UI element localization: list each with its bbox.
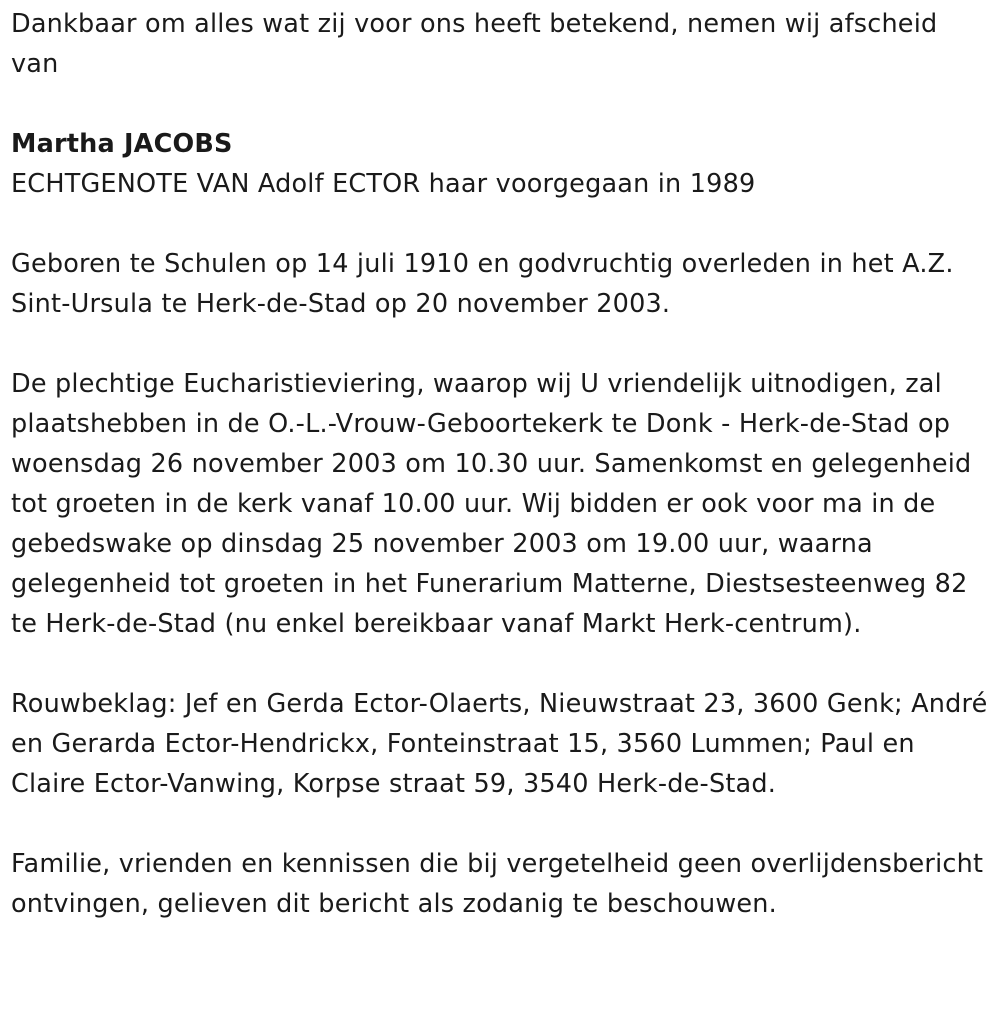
condolences-paragraph: Rouwbeklag: Jef en Gerda Ector-Olaerts, Nieuwstraat 23, 3600 Genk; André en Gerarda Ector-Hendrickx, Fonteinstraat 15, 3560 Lummen; Paul en Claire Ector-Vanwing, Korpse straat 59, 3540 Herk-de-Stad. (11, 689, 988, 799)
closing-paragraph: Familie, vrienden en kennissen die bij vergetelheid geen overlijdensbericht ontvingen, gelieven dit bericht als zodanig te beschouwen. (11, 849, 984, 919)
ceremony-paragraph: De plechtige Eucharistieviering, waarop wij U vriendelijk uitnodigen, zal plaatshebben in de O.-L.-Vrouw-Geboortekerk te Donk - Herk-de-Stad op woensdag 26 november 2003 om 10.30 uur. Samenkomst en gelegenheid tot groeten in de kerk vanaf 10.00 uur. Wij bidden er ook voor ma in de gebedswake op dinsdag 25 november 2003 om 19.00 uur, waarna gelegenheid tot groeten in het Funerarium Matterne, Diestsesteenweg 82 te Herk-de-Stad (nu enkel bereikbaar vanaf Markt Herk-centrum). (11, 369, 972, 639)
spouse-line: ECHTGENOTE VAN Adolf ECTOR haar voorgegaan in 1989 (11, 169, 756, 199)
birth-death-paragraph: Geboren te Schulen op 14 juli 1910 en godvruchtig overleden in het A.Z. Sint-Ursula te Herk-de-Stad op 20 november 2003. (11, 249, 954, 319)
intro-paragraph: Dankbaar om alles wat zij voor ons heeft betekend, nemen wij afscheid van (11, 9, 938, 79)
deceased-name: Martha JACOBS (11, 129, 233, 159)
